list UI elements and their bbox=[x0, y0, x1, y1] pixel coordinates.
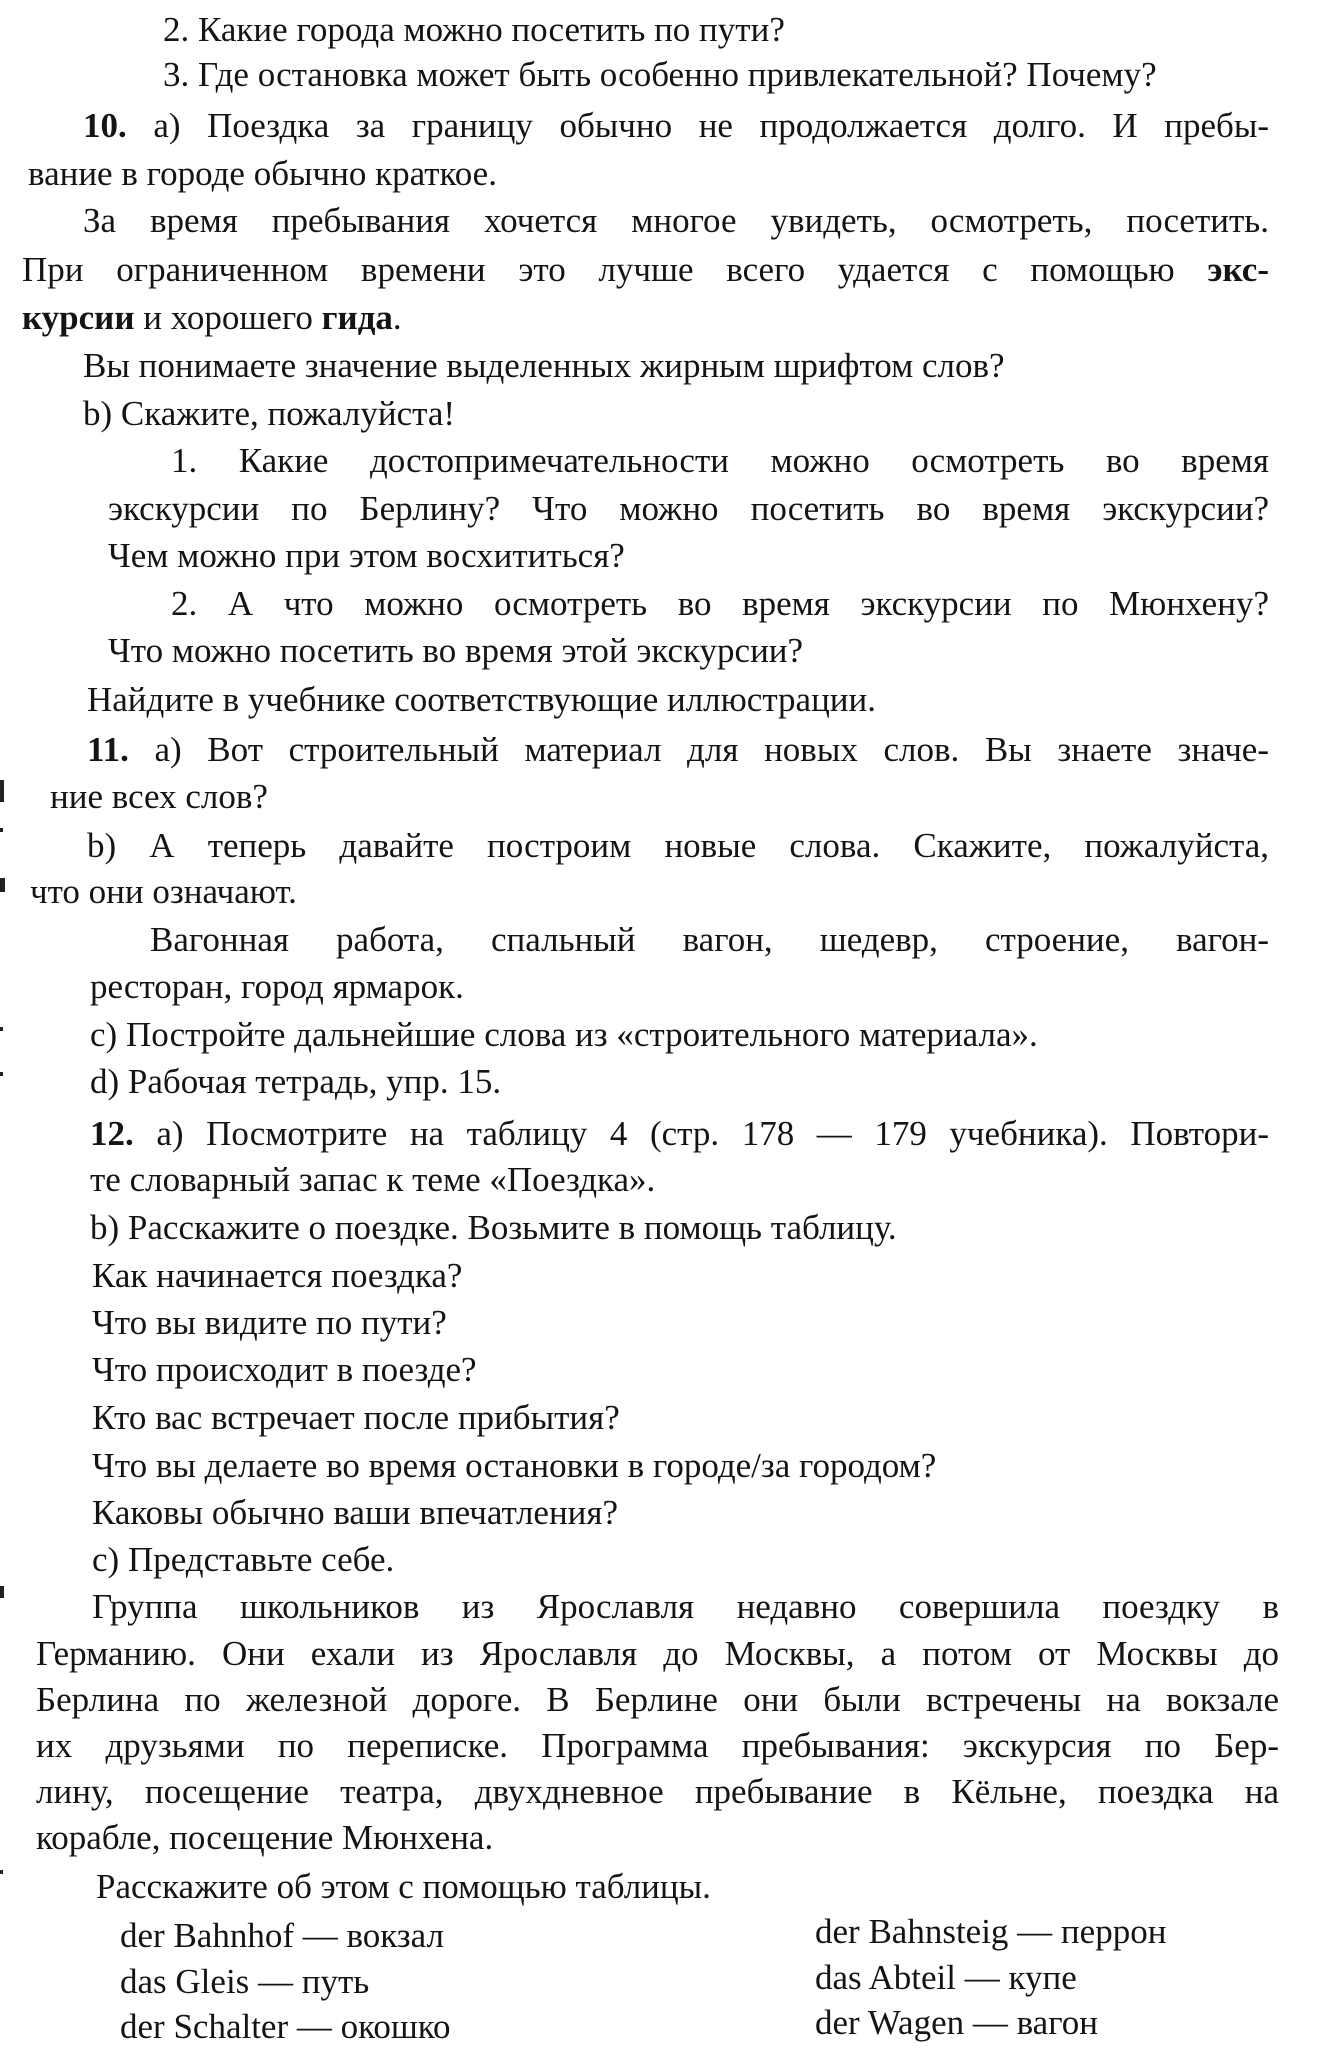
vocab-entry: der Bahnsteig — перрон bbox=[815, 1912, 1167, 1951]
bold-term: курсии bbox=[22, 298, 135, 337]
text-line: b) Расскажите о поездке. Возьмите в помощь таблицу. bbox=[90, 1208, 897, 1247]
exercise-10-line: 10. а) Поездка за границу обычно не продолжается долго. И пребы- bbox=[83, 106, 1269, 145]
margin-mark bbox=[0, 780, 4, 802]
bold-term: гида bbox=[321, 298, 393, 337]
text-line: экскурсии по Берлину? Что можно посетить во время экскурсии? bbox=[108, 489, 1269, 528]
bold-term: экс- bbox=[1207, 250, 1269, 289]
text-line: Чем можно при этом восхититься? bbox=[108, 536, 625, 575]
exercise-number: 12. bbox=[90, 1114, 134, 1153]
text-line: Германию. Они ехали из Ярославля до Москвы, а потом от Москвы до bbox=[36, 1634, 1279, 1673]
exercise-number: 10. bbox=[83, 106, 127, 145]
text-line: За время пребывания хочется многое увидеть, осмотреть, посетить. bbox=[83, 201, 1269, 240]
text-line: Как начинается поездка? bbox=[92, 1256, 463, 1295]
vocab-entry: der Schalter — окошко bbox=[120, 2007, 451, 2046]
text-line: те словарный запас к теме «Поездка». bbox=[90, 1160, 656, 1199]
text-line: ние всех слов? bbox=[50, 777, 268, 816]
text-line: 1. Какие достопримечательности можно осмотреть во время bbox=[171, 441, 1269, 480]
margin-mark bbox=[0, 828, 3, 832]
text-line: Что происходит в поезде? bbox=[92, 1350, 477, 1389]
text-line: 2. Какие города можно посетить по пути? bbox=[163, 10, 785, 49]
margin-mark bbox=[0, 878, 5, 892]
text-line: Что вы видите по пути? bbox=[92, 1303, 447, 1342]
text-line: курсии и хорошего гида. bbox=[22, 298, 402, 337]
vocab-entry: das Abteil — купе bbox=[815, 1958, 1077, 1997]
text-line: 2. А что можно осмотреть во время экскурсии по Мюнхену? bbox=[171, 584, 1269, 623]
text-line: Каковы обычно ваши впечатления? bbox=[92, 1493, 619, 1532]
text-line: Что можно посетить во время этой экскурсии? bbox=[108, 631, 804, 670]
text-line: Вы понимаете значение выделенных жирным шрифтом слов? bbox=[83, 346, 1005, 385]
text-line: ресторан, город ярмарок. bbox=[90, 967, 464, 1006]
vocab-entry: der Wagen — вагон bbox=[815, 2003, 1098, 2042]
text-line: b) Скажите, пожалуйста! bbox=[83, 394, 456, 433]
text-line: 3. Где остановка может быть особенно привлекательной? Почему? bbox=[163, 55, 1157, 94]
text-line: с) Представьте себе. bbox=[92, 1540, 395, 1579]
text-line: Расскажите об этом с помощью таблицы. bbox=[96, 1867, 711, 1906]
margin-mark bbox=[0, 1072, 3, 1076]
margin-mark bbox=[0, 1870, 3, 1874]
text-line: корабле, посещение Мюнхена. bbox=[36, 1818, 494, 1857]
text-line: Берлина по железной дороге. В Берлине они были встречены на вокзале bbox=[36, 1680, 1279, 1719]
text-line: Что вы делаете во время остановки в городе/за городом? bbox=[92, 1446, 937, 1485]
text-line: Кто вас встречает после прибытия? bbox=[92, 1398, 620, 1437]
margin-mark bbox=[0, 1586, 4, 1598]
text-line: b) А теперь давайте построим новые слова. Скажите, пожалуйста, bbox=[87, 826, 1269, 865]
text-line: вание в городе обычно краткое. bbox=[28, 154, 497, 193]
exercise-12-line: 12. а) Посмотрите на таблицу 4 (стр. 178 — 179 учебника). Повтори- bbox=[90, 1114, 1269, 1153]
text-line: их друзьями по переписке. Программа пребывания: экскурсия по Бер- bbox=[36, 1726, 1279, 1765]
text-line: Найдите в учебнике соответствующие иллюстрации. bbox=[87, 680, 877, 719]
vocab-entry: der Bahnhof — вокзал bbox=[120, 1916, 444, 1955]
text-line: лину, посещение театра, двухдневное пребывание в Кёльне, поездка на bbox=[36, 1772, 1279, 1811]
text-line: что они означают. bbox=[30, 872, 297, 911]
vocab-entry: das Gleis — путь bbox=[120, 1962, 370, 2001]
text-line: d) Рабочая тетрадь, упр. 15. bbox=[90, 1062, 502, 1101]
exercise-number: 11. bbox=[87, 730, 129, 769]
text-line: Группа школьников из Ярославля недавно совершила поездку в bbox=[92, 1587, 1279, 1626]
text-line: При ограниченном времени это лучше всего удается с помощью экс- bbox=[22, 250, 1269, 289]
exercise-11-line: 11. а) Вот строительный материал для новых слов. Вы знаете значе- bbox=[87, 730, 1269, 769]
text-line: с) Постройте дальнейшие слова из «строительного материала». bbox=[90, 1015, 1038, 1054]
text-line: Вагонная работа, спальный вагон, шедевр, строение, вагон- bbox=[150, 920, 1269, 959]
margin-mark bbox=[0, 1027, 3, 1031]
